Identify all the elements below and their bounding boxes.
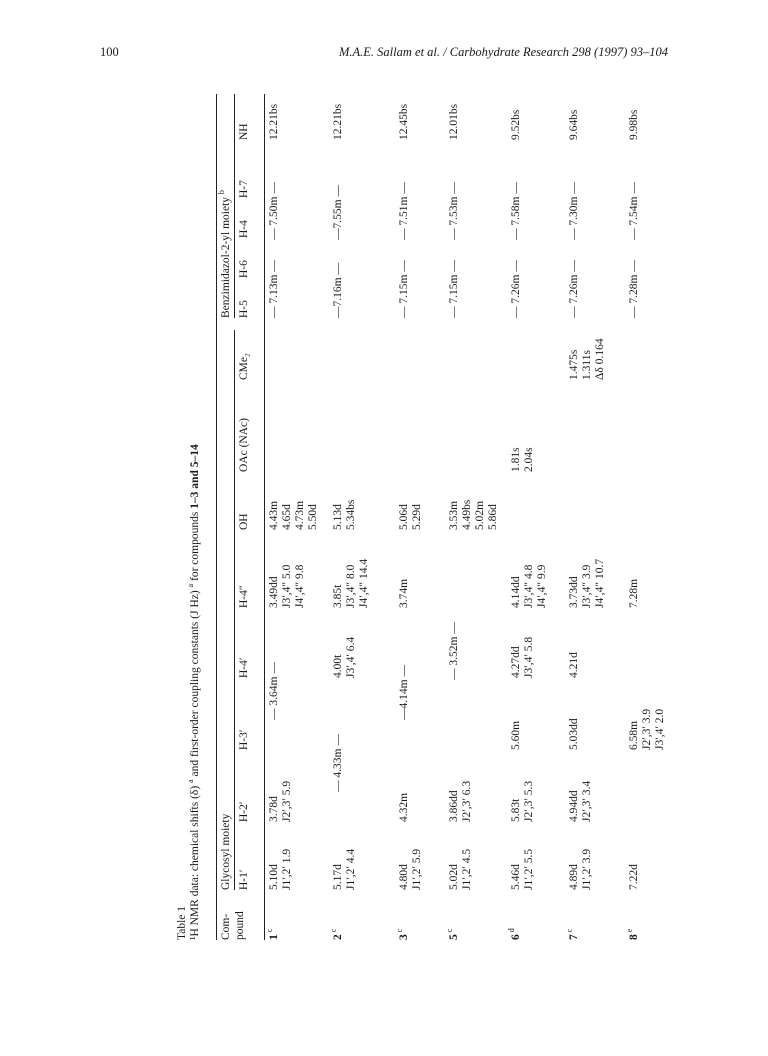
compound-number: 3 $^c$ [395, 928, 410, 940]
cell-h1: 5.10d J1′,2′ 1.9 [268, 848, 293, 890]
cell-h4: 4.21d [568, 652, 580, 678]
cell-h2: 4.94dd J2′,3′ 3.4 [568, 780, 593, 822]
cell-oh: 5.13d 5.34bs [332, 499, 357, 530]
compound-number: 5 $^c$ [445, 928, 460, 940]
col-h7: H-7 [238, 180, 250, 198]
cell-h5-h6-span: — 7.28m — [628, 260, 640, 318]
cell-oh: 4.43m 4.65d 4.73m 5.50d [268, 500, 319, 530]
cell-h4b: 3.73dd J3′,4″ 3.9 J4′,4″ 10.7 [568, 558, 606, 608]
cell-h1: 4.89d J1′,2′ 3.9 [568, 848, 593, 890]
table-header-rule [264, 94, 265, 940]
cell-h3: 5.60m [510, 720, 522, 750]
cell-nh: 12.01bs [448, 103, 460, 140]
col-cme2: CMe₂ [238, 352, 250, 380]
compound-number: 6 $^d$ [507, 928, 522, 940]
table-label: Table 1 [176, 905, 188, 940]
journal-citation: M.A.E. Sallam et al. / Carbohydrate Research 298 (1997) 93–104 [338, 45, 668, 59]
cell-oh: 5.06d 5.29d [398, 504, 423, 530]
nmr-table [176, 80, 716, 940]
page-number: 100 [100, 45, 119, 59]
col-compound-line2: pound [234, 911, 246, 940]
cell-h4-h7-span: — 7.51m — [398, 182, 410, 240]
col-h1: H-1′ [238, 869, 250, 890]
cell-h4-h7-span: — 7.54m — [628, 182, 640, 240]
cell-h5-h6-span: — 7.26m — [568, 260, 580, 318]
col-nh: NH [238, 123, 250, 140]
group-benzimidazol: Benzimidazol-2-yl moiety $^b$ [217, 190, 232, 318]
col-h5: H-5 [238, 300, 250, 318]
col-h3: H-3′ [238, 729, 250, 750]
cell-oh: 3.53m 4.49bs 5.02m 5.86d [448, 499, 499, 530]
cell-h1: 5.02d J1′,2′ 4.5 [448, 848, 473, 890]
cell-h1: 4.80d J1′,2′ 5.9 [398, 848, 423, 890]
cell-h3-h4pp-span: — 3.52m — [448, 622, 460, 680]
cell-h5-h6-span: — 7.15m — [398, 260, 410, 318]
cell-h5-h6-span: — 7.26m — [510, 260, 522, 318]
cell-nh: 9.52bs [510, 109, 522, 140]
table-title: ¹H NMR data: chemical shifts (δ) $^a$ and first-order coupling constants (J Hz) $^a$ for compounds 1–3 and 5–14 [186, 444, 201, 940]
cell-h4-h7-span: — 7.30m — [568, 182, 580, 240]
cell-h4b: 3.49dd J3′,4″ 5.0 J4′,4″ 9.8 [268, 564, 306, 608]
cell-cme2: 1.475s 1.311s Δδ 0.164 [568, 338, 606, 380]
col-h4p: H-4′ [238, 657, 250, 678]
cell-h4b: 3.74m [398, 578, 410, 608]
cell-nh: 12.45bs [398, 103, 410, 140]
cell-h4: 4.27dd J3′,4′ 5.8 [510, 636, 535, 678]
cell-h5-h6-span: — 7.15m — [448, 260, 460, 318]
benzimidazol-rule [234, 94, 235, 318]
group-glycosyl: Glycosyl moiety [220, 813, 232, 890]
cell-h2: 4.32m [398, 792, 410, 822]
cell-nh: 12.21bs [332, 103, 344, 140]
cell-h1: 7.22d [628, 864, 640, 890]
compound-number: 2 $^c$ [329, 928, 344, 940]
col-h4pp: H-4″ [238, 585, 250, 608]
cell-h5-h6-span: — 7.13m — [268, 260, 280, 318]
compound-number: 7 $^c$ [565, 928, 580, 940]
cell-h3: 5.03dd [568, 718, 580, 750]
col-compound-line1: Com- [220, 913, 232, 940]
col-h2: H-2′ [238, 801, 250, 822]
cell-h2: 3.86dd J2′,3′ 6.3 [448, 780, 473, 822]
compound-number: 8 $^e$ [625, 928, 640, 940]
cell-h4b: 3.85t J3′,4″ 8.0 J4′,4″ 14.4 [332, 558, 370, 608]
cell-h4b: 4.14dd J3′,4″ 4.8 J4′,4″ 9.9 [510, 564, 548, 608]
cell-h3: 6.58m J2′,3′ 3.9 J3′,4′ 2.0 [628, 708, 666, 750]
cell-h2: 3.78d J2′,3′ 5.9 [268, 780, 293, 822]
cell-h4b: 7.28m [628, 578, 640, 608]
cell-h5-h6-span: —7.16m — [332, 263, 344, 318]
cell-h1: 5.46d J1′,2′ 5.5 [510, 848, 535, 890]
col-h6: H-6 [238, 260, 250, 278]
table-top-rule [216, 94, 217, 940]
table-caption [176, 444, 202, 940]
col-oac: OAc (NAc) [238, 418, 250, 472]
cell-h4-h7-span: — 7.58m — [510, 182, 522, 240]
cell-oac: 1.81s 2.04s [510, 447, 535, 472]
cell-h2: 5.83t J2′,3′ 5.3 [510, 780, 535, 822]
cell-h4-h7-span: —7.55m — [332, 185, 344, 240]
cell-h2-h3-span: — 4.33m — [332, 734, 344, 792]
compound-number: 1 $^c$ [265, 928, 280, 940]
col-h4: H-4 [238, 220, 250, 238]
cell-nh: 9.98bs [628, 109, 640, 140]
glycosyl-rule [234, 330, 235, 890]
cell-h4: 4.00t J3′,4′ 6.4 [332, 636, 357, 678]
cell-h3-h4-span: —4.14m — [398, 665, 410, 720]
cell-h1: 5.17d J1′,2′ 4.4 [332, 848, 357, 890]
cell-h3-h4-span: — 3.64m — [268, 662, 280, 720]
cell-nh: 9.64bs [568, 109, 580, 140]
cell-h4-h7-span: — 7.53m — [448, 182, 460, 240]
cell-h4-h7-span: — 7.50m — [268, 182, 280, 240]
col-oh: OH [238, 513, 250, 530]
cell-nh: 12.21bs [268, 103, 280, 140]
